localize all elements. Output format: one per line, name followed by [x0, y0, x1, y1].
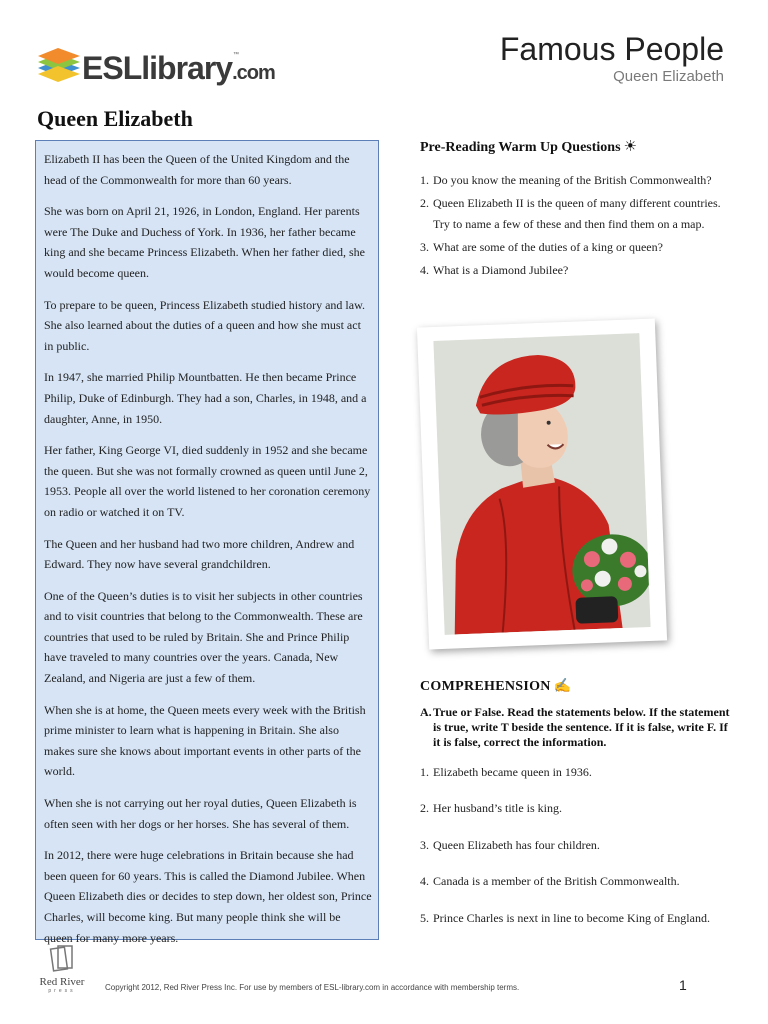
reading-paragraph: In 1947, she married Philip Mountbatten. He then became Prince Philip, Duke of Edinburgh. They had a son, Charles, in 1948, and a daughter, Anne, in 1950.	[44, 370, 367, 426]
warmup-question: 3. What are some of the duties of a king or queen?	[420, 239, 663, 254]
pencil-icon: ✍	[553, 679, 572, 694]
logo-text: ESLlibrary.com	[82, 50, 275, 86]
reading-paragraph: One of the Queen’s duties is to visit her subjects in other countries and to visit countries that belong to the Commonwealth. These are countries that used to be ruled by Britain. She and Prince Philip have traveled to many countries over the years. Canada, New Zealand, and Nigeria are just a few of them.	[44, 588, 363, 686]
page-number: 1	[679, 977, 687, 993]
queen-illustration	[433, 333, 650, 635]
esl-library-logo-icon	[36, 44, 82, 90]
logo-trademark: ™	[233, 52, 239, 58]
true-false-statement: 4. Canada is a member of the British Commonwealth.	[420, 874, 680, 888]
warmup-title: Pre-Reading Warm Up Questions ☀	[420, 139, 637, 155]
true-false-statement: 2. Her husband’s title is king.	[420, 801, 562, 815]
reading-paragraph: The Queen and her husband had two more children, Andrew and Edward. They now have several grandchildren.	[44, 536, 355, 572]
true-false-statement: 3. Queen Elizabeth has four children.	[420, 838, 600, 852]
true-false-statement: 1. Elizabeth became queen in 1936.	[420, 765, 592, 779]
warmup-question: 2. Queen Elizabeth II is the queen of many different countries. Try to name a few of these and then find them on a map.	[420, 196, 721, 231]
reading-paragraph: Her father, King George VI, died suddenly in 1952 and she became the queen. But she was not formally crowned as queen until June 2, 1953. People all over the world listened to her coronation ceremony on radio or watched it on TV.	[44, 443, 371, 519]
true-false-statement: 5. Prince Charles is next in line to become King of England.	[420, 911, 710, 925]
header-subtitle: Queen Elizabeth	[613, 68, 724, 85]
publisher-logo-text: Red River	[39, 976, 85, 988]
page-title: Queen Elizabeth	[37, 106, 193, 131]
reading-paragraph: In 2012, there were huge celebrations in Britain because she had been queen for 60 years. This is called the Diamond Jubilee. When Queen Elizabeth dies or decides to step down, her oldest son, Prince Charles, will become king. But many people think she will be queen for many more years.	[44, 848, 372, 945]
book-stack-icon	[46, 942, 78, 974]
reading-passage	[35, 140, 379, 945]
warmup-question-list	[420, 170, 732, 283]
copyright-text: Copyright 2012, Red River Press Inc. For use by members of ESL-library.com in accordance with membership terms.	[105, 983, 520, 992]
reading-paragraph: To prepare to be queen, Princess Elizabeth studied history and law. She also learned about the duties of a queen and how she must act in public.	[44, 297, 365, 353]
reading-paragraph: When she is not carrying out her royal duties, Queen Elizabeth is often seen with her dogs or her horses. She has several of them.	[44, 796, 357, 831]
sun-icon: ☀	[623, 139, 637, 155]
comprehension-instruction: A. True or False. Read the statements below. If the statement is true, write T beside the sentence. If it is false, write F. If it is false, correct the information.	[420, 705, 730, 749]
reading-paragraph: She was born on April 21, 1926, in London, England. Her parents were The Duke and Duchess of York. In 1936, her father became king and she became Princess Elizabeth. When her father died, she would become queen.	[44, 204, 365, 280]
publisher-logo-sub: press	[48, 988, 76, 994]
reading-paragraph: Elizabeth II has been the Queen of the United Kingdom and the head of the Commonwealth for more than 60 years.	[44, 152, 350, 187]
header-title: Famous People	[499, 31, 724, 67]
warmup-question: 4. What is a Diamond Jubilee?	[420, 262, 569, 277]
queen-photo-frame	[417, 319, 667, 650]
reading-paragraph: When she is at home, the Queen meets every week with the British prime minister to learn what is happening in Britain. She also makes sure she knows about important events in other parts of the world.	[44, 702, 366, 779]
warmup-question: 1. Do you know the meaning of the British Commonwealth?	[420, 173, 712, 187]
comprehension-title: COMPREHENSION ✍	[420, 679, 572, 694]
